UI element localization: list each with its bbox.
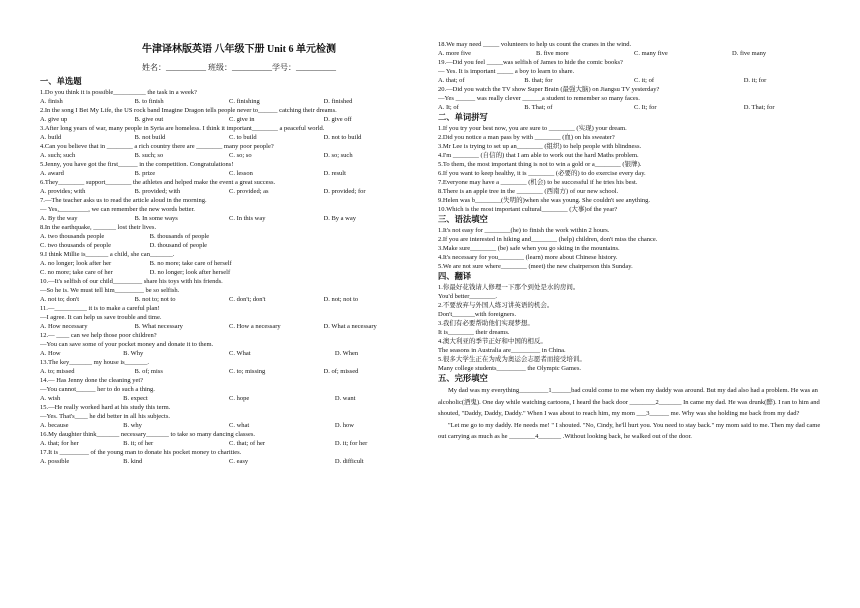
answer-option: B. it; of her xyxy=(123,440,154,447)
question-item xyxy=(438,85,830,112)
answer-option: A. award xyxy=(40,170,64,177)
answer-option: D. That; for xyxy=(743,104,775,111)
question-stem: —So he is. We must tell him_________ be so selfish. xyxy=(40,287,180,294)
answer-options xyxy=(40,169,418,178)
question-stem: 12.— ____ can we help those poor children? xyxy=(40,332,157,339)
answer-option: D. it; for xyxy=(743,77,767,84)
answer-option: D. difficult xyxy=(334,458,364,465)
question-item xyxy=(40,403,418,430)
spelling-item: 10.Which is the most important cultural________ (大事)of the year? xyxy=(438,206,618,213)
answer-options xyxy=(40,394,418,403)
answer-option: B. expect xyxy=(123,395,148,402)
answer-option: B. Why xyxy=(123,350,144,357)
answer-option: D. want xyxy=(334,395,356,402)
question-stem: 2.In the song I Bet My Life, the US rock band Imagine Dragon tells people never to______ catching their dreams. xyxy=(40,107,337,114)
cloze-paragraph: My dad was my everything_________1______bad could come to me when my daddy was around. But my dad also had a problem. He was an alcoholic(酒鬼). One day while watching cartoons, I heard the back door ________2_______ In came my dad. He was drunk(醉). I ran to him and shouted, "Daddy, Daddy, Daddy." When I was about to reach him, my mom ___3______ me. Why was she holding me back from my dad? xyxy=(438,387,820,417)
answer-option: C. lesson xyxy=(229,170,253,177)
spelling-item: 5.To them, the most important thing is not to win a gold or a________ (银牌). xyxy=(438,161,642,168)
answer-option: C. many five xyxy=(634,50,668,57)
answer-option: D. not; not to xyxy=(323,296,359,303)
answer-option: C. that; of her xyxy=(228,440,266,447)
answer-option: C. two thousands of people xyxy=(40,242,111,249)
grammar-item: 3.Make sure________ (be) safe when you go skiing in the mountains. xyxy=(438,245,620,252)
answer-option: B. why xyxy=(123,422,142,429)
answer-option: C. It; for xyxy=(633,104,657,111)
spelling-list xyxy=(438,124,830,214)
answer-option: A. no longer; look after her xyxy=(40,260,112,267)
answer-option: C. In this way xyxy=(229,215,266,222)
question-item xyxy=(40,178,418,196)
question-item xyxy=(40,376,418,403)
answer-option: D. What a necessary xyxy=(323,323,377,330)
right-column xyxy=(438,40,830,443)
answer-options xyxy=(438,76,830,85)
answer-option: A. provides; with xyxy=(40,188,86,195)
spelling-item: 1.If you try your best now, you are sure to ________ (实现) your dream. xyxy=(438,125,627,132)
section-heading-spelling: 二、单词拼写 xyxy=(438,113,488,122)
question-stem: 20.—Did you watch the TV show Super Brain (最强大脑) on Jiangsu TV yesterday? xyxy=(438,86,660,93)
question-stem: 16.My daughter think_______ necessary_______ to take so many dancing classes. xyxy=(40,431,255,438)
answer-option: D. not to build xyxy=(323,134,362,141)
answer-options xyxy=(40,97,418,106)
answer-option: A. such; such xyxy=(40,152,76,159)
answer-option: A. finish xyxy=(40,98,63,105)
spelling-item: 8.There is an apple tree in the ________ (西南方) of our new school. xyxy=(438,188,619,195)
answer-options xyxy=(40,214,418,223)
answer-options xyxy=(40,457,418,466)
question-stem: 3.After long years of war, many people in Syria are homeless. I think it important________ a peaceful world. xyxy=(40,125,325,132)
answer-option: D. five many xyxy=(732,50,767,57)
answer-options xyxy=(40,322,418,331)
question-item xyxy=(40,250,418,277)
student-info-line: 姓名：__________ 班级：__________学号：__________ xyxy=(142,63,336,72)
answer-option: A. build xyxy=(40,134,62,141)
answer-option: C. to; missing xyxy=(229,368,266,375)
translation-list xyxy=(438,283,830,373)
grammar-item: 5.We are not sure where________ (meet) the new chairperson this Sunday. xyxy=(438,263,633,270)
answer-option: B. prize xyxy=(134,170,156,177)
answer-option: C. hope xyxy=(228,395,250,402)
answer-option: C. give in xyxy=(229,116,255,123)
answer-options xyxy=(438,103,830,112)
translation-line: The seasons in Australia are_________ in China. xyxy=(438,347,566,354)
section-heading-grammar: 三、语法填空 xyxy=(438,215,488,224)
question-stem: 14.— Has Jenny done the cleaning yet? xyxy=(40,377,144,384)
answer-option: B. In some ways xyxy=(134,215,178,222)
translation-line: It is________ their dreams. xyxy=(438,329,510,336)
question-item xyxy=(40,142,418,160)
answer-option: D. no longer; look after herself xyxy=(149,269,231,276)
answer-options xyxy=(40,241,418,250)
answer-option: D. When xyxy=(334,350,359,357)
answer-option: B. that; for xyxy=(524,77,553,84)
question-stem: 7.—The teacher asks us to read the article aloud in the morning. xyxy=(40,197,207,204)
answer-option: B. no more; take care of herself xyxy=(149,260,232,267)
answer-option: A. wish xyxy=(40,395,61,402)
question-stem: 4.Can you believe that in ________ a rich country there are ________ many poor people? xyxy=(40,143,274,150)
answer-option: C. it; of xyxy=(633,77,655,84)
answer-options xyxy=(40,133,418,142)
question-item xyxy=(40,106,418,124)
answer-option: C. What xyxy=(228,350,251,357)
answer-option: A. By the way xyxy=(40,215,78,222)
answer-option: C. to build xyxy=(229,134,257,141)
answer-option: B. of; miss xyxy=(134,368,163,375)
answer-options xyxy=(40,151,418,160)
question-stem: 1.Do you think it is possible__________ the task in a week? xyxy=(40,89,197,96)
question-item xyxy=(40,160,418,178)
answer-option: C. easy xyxy=(228,458,249,465)
question-item xyxy=(438,58,830,85)
answer-option: C. finishing xyxy=(229,98,260,105)
question-stem: — Yes,_________, we can remember the new words better. xyxy=(40,206,195,213)
single-choice-questions-right xyxy=(438,40,830,112)
answer-option: C. provided; as xyxy=(229,188,269,195)
cloze-paragraph: "Let me go to my daddy. He needs me! " I shouted. "No, Cindy, he'll hurt you. You need to stay back." my mom said to me. Then my dad came out carrying as much as he ________4_______ .Without looking back, he walked out of the door. xyxy=(438,421,821,440)
question-item xyxy=(40,448,418,466)
translation-line: 1.你最好花钱请人修理一下那个到处是水的房间。 xyxy=(438,284,580,291)
section-heading-single-choice: 一、单选题 xyxy=(40,77,82,86)
question-item xyxy=(40,277,418,304)
spelling-item: 9.Helen was b________(失明的)when she was young. She couldn't see anything. xyxy=(438,197,651,204)
question-stem: 13.The key_______ my house is_______. xyxy=(40,359,150,366)
answer-options xyxy=(40,232,418,241)
answer-option: B. That; of xyxy=(524,104,553,111)
question-stem: 10.—It's selfish of our child_________ share his toys with his friends. xyxy=(40,278,223,285)
single-choice-questions-left xyxy=(40,88,418,466)
spelling-item: 6.If you want to keep healthy, it is ________ (必要的) to do exercise every day. xyxy=(438,170,646,177)
answer-option: A. give up xyxy=(40,116,68,123)
answer-option: A. because xyxy=(40,422,69,429)
spelling-item: 2.Did you notice a man pass by with ________ (血) on his sweater? xyxy=(438,134,615,141)
answer-option: C. How a necessary xyxy=(229,323,281,330)
question-item xyxy=(40,88,418,106)
answer-option: D. thousand of people xyxy=(149,242,208,249)
question-item xyxy=(40,196,418,223)
answer-option: A. possible xyxy=(40,458,70,465)
answer-option: B. provided; with xyxy=(134,188,181,195)
answer-option: D. of; missed xyxy=(323,368,359,375)
question-item xyxy=(40,304,418,331)
answer-option: B. such; so xyxy=(134,152,164,159)
question-stem: 11.—__________ it is to make a careful plan! xyxy=(40,305,160,312)
answer-option: D. finished xyxy=(323,98,353,105)
answer-option: B. thousands of people xyxy=(149,233,210,240)
question-stem: 17.It is _________ of the young man to donate his pocket money to charities. xyxy=(40,449,242,456)
answer-option: D. it; for her xyxy=(334,440,368,447)
question-stem: —I agree. It can help us save trouble and time. xyxy=(40,314,162,321)
answer-option: C. don't; don't xyxy=(229,296,266,303)
page-title: 牛津译林版英语 八年级下册 Unit 6 单元检测 xyxy=(142,44,336,55)
answer-option: B. five more xyxy=(536,50,569,57)
answer-option: D. provided; for xyxy=(323,188,366,195)
question-stem: 6.They________ support________ the athletes and helped make the event a great success. xyxy=(40,179,276,186)
question-stem: —Yes. That's____ he did better in all his subjects. xyxy=(40,413,171,420)
answer-option: D. how xyxy=(334,422,354,429)
answer-options xyxy=(438,49,830,58)
answer-option: C. what xyxy=(228,422,250,429)
answer-option: A. that; for her xyxy=(40,440,79,447)
question-item xyxy=(438,40,830,58)
translation-line: 3.我们有必要帮助他们实现梦想。 xyxy=(438,320,534,327)
answer-options xyxy=(40,439,418,448)
translation-line: 4.澳大利亚的季节正好和中国的相反。 xyxy=(438,338,547,345)
cloze-passage xyxy=(438,385,830,443)
answer-option: D. so; such xyxy=(323,152,353,159)
translation-line: 5.很多大学生正在为成为奥运会志愿者而接受培训。 xyxy=(438,356,586,363)
translation-line: Many college students_________ the Olympic Games. xyxy=(438,365,581,372)
answer-option: B. not to; not to xyxy=(134,296,176,303)
answer-options xyxy=(40,421,418,430)
grammar-item: 1.It's not easy for ________(he) to finish the work within 2 hours. xyxy=(438,227,610,234)
answer-options xyxy=(40,349,418,358)
spelling-item: 7.Everyone may have a ________ (机会) to be successful if he tries his best. xyxy=(438,179,638,186)
translation-line: 2.不要放弃与外国人练习讲英语的机会。 xyxy=(438,302,554,309)
question-item xyxy=(40,358,418,376)
answer-option: A. It; of xyxy=(438,104,459,111)
answer-option: C. so; so xyxy=(229,152,252,159)
grammar-item: 2.If you are interested in hiking and________ (help) children, don't miss the chance. xyxy=(438,236,658,243)
answer-option: A. How xyxy=(40,350,61,357)
answer-options xyxy=(40,115,418,124)
question-stem: 19.—Did you feel _____was selfish of James to hide the comic books? xyxy=(438,59,623,66)
answer-option: D. By a way xyxy=(323,215,356,222)
question-stem: —You cannot______ her to do such a thing. xyxy=(40,386,155,393)
question-item xyxy=(40,331,418,358)
answer-option: B. kind xyxy=(123,458,143,465)
question-stem: 18.We may need _____ volunteers to help us count the cranes in the wind. xyxy=(438,41,632,48)
section-heading-translation: 四、翻译 xyxy=(438,272,472,281)
answer-options xyxy=(40,295,418,304)
spelling-item: 4.I'm ________ (自信的) that I am able to work out the hard Maths problem. xyxy=(438,152,639,159)
answer-options xyxy=(40,259,418,268)
translation-line: You'd better________. xyxy=(438,293,498,300)
answer-option: B. give out xyxy=(134,116,164,123)
answer-options xyxy=(40,268,418,277)
question-stem: 8.In the earthquake, _______ lost their lives. xyxy=(40,224,157,231)
answer-options xyxy=(40,187,418,196)
answer-option: A. to; missed xyxy=(40,368,75,375)
answer-option: B. to finish xyxy=(134,98,164,105)
answer-option: D. give off xyxy=(323,116,352,123)
answer-option: A. How necessary xyxy=(40,323,88,330)
grammar-list xyxy=(438,226,830,271)
answer-option: D. result xyxy=(323,170,346,177)
answer-option: B. not build xyxy=(134,134,166,141)
answer-option: C. no more; take care of her xyxy=(40,269,113,276)
spelling-item: 3.Mr Lee is trying to set up an________ (组织) to help people with blindness. xyxy=(438,143,642,150)
question-item xyxy=(40,430,418,448)
answer-options xyxy=(40,367,418,376)
question-stem: 15.—He really worked hard at his study this term. xyxy=(40,404,171,411)
answer-option: B. What necessary xyxy=(134,323,183,330)
answer-option: A. two thousands people xyxy=(40,233,105,240)
question-stem: 5.Jenny, you have got the first______ in the competition. Congratulations! xyxy=(40,161,234,168)
question-stem: —You can save some of your pocket money and donate it to them. xyxy=(40,341,214,348)
answer-option: A. that; of xyxy=(438,77,465,84)
question-stem: — Yes. It is important _____ a boy to learn to share. xyxy=(438,68,575,75)
answer-option: A. more five xyxy=(438,50,472,57)
question-item xyxy=(40,124,418,142)
translation-line: Don't_______with foreigners. xyxy=(438,311,517,318)
answer-option: A. not to; don't xyxy=(40,296,80,303)
question-item xyxy=(40,223,418,250)
left-column xyxy=(40,43,418,466)
grammar-item: 4.It's necessary for you________ (learn) more about Chinese history. xyxy=(438,254,618,261)
section-heading-cloze: 五、完形填空 xyxy=(438,374,488,383)
question-stem: 9.I think Millie is_______ a child, she can_______. xyxy=(40,251,175,258)
question-stem: —Yes ______ was really clever ______a student to remember so many faces. xyxy=(438,95,640,102)
